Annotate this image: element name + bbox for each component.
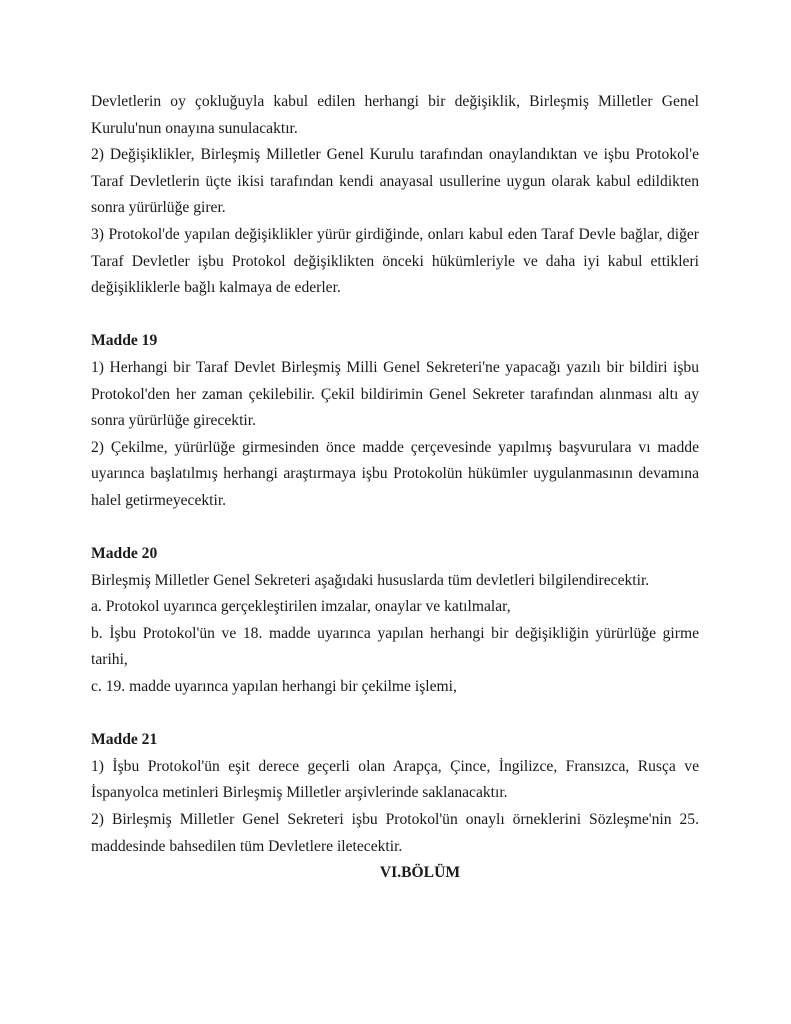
madde-21-heading: Madde 21 <box>91 731 158 749</box>
spacer <box>91 515 699 542</box>
madde-20-paragraph: Birleşmiş Milletler Genel Sekreteri aşağıdaki hususlarda tüm devletleri bilgilendirecektir. <box>91 571 650 589</box>
madde-21-paragraph-2: 2) Birleşmiş Milletler Genel Sekreteri işbu Protokol'ün onaylı örneklerini Sözleşme'nin 25. maddesinde bahsedilen tüm Devletlere iletecektir. <box>91 811 699 855</box>
spacer <box>91 701 699 728</box>
document-page <box>91 89 699 887</box>
intro-paragraph-2: 2) Değişiklikler, Birleşmiş Milletler Genel Kurulu tarafından onaylandıktan ve işbu Protokol'e Taraf Devletlerin üçte ikisi tarafından kendi anayasal usullerine uygun olarak kabul edildikten sonra yürürlüğe girer. <box>91 146 699 217</box>
section-heading: VI.BÖLÜM <box>379 864 461 882</box>
madde-20-item-a: a. Protokol uyarınca gerçekleştirilen imzalar, onaylar ve katılmalar, <box>91 598 511 616</box>
madde-20-item-b: b. İşbu Protokol'ün ve 18. madde uyarınca yapılan herhangi bir değişikliğin yürürlüğe girme tarihi, <box>91 624 699 669</box>
madde-20-heading: Madde 20 <box>91 545 158 563</box>
madde-20-item-c: c. 19. madde uyarınca yapılan herhangi bir çekilme işlemi, <box>91 678 457 696</box>
intro-paragraph-3: 3) Protokol'de yapılan değişiklikler yürür girdiğinde, onları kabul eden Taraf Devle bağlar, diğer Taraf Devletler işbu Protokol değişiklikten önceki hükümleriyle ve daha iyi kabul ettikleri değişikliklerle bağlı kalmaya de ederler. <box>91 225 699 297</box>
madde-19-heading: Madde 19 <box>91 332 158 350</box>
spacer <box>91 302 699 329</box>
intro-paragraph-1: Devletlerin oy çokluğuyla kabul edilen herhangi bir değişiklik, Birleşmiş Milletler Genel Kurulu'nun onayına sunulacaktır. <box>91 93 699 137</box>
madde-19-paragraph-2: 2) Çekilme, yürürlüğe girmesinden önce madde çerçevesinde yapılmış başvurulara vı madde uyarınca başlatılmış herhangi araştırmaya işbu Protokolün hükümler uygulanmasının devamına halel getirmeyecektir. <box>91 438 699 509</box>
madde-21-paragraph-1: 1) İşbu Protokol'ün eşit derece geçerli olan Arapça, Çince, İngilizce, Fransızca, Rusça ve İspanyolca metinleri Birleşmiş Milletler arşivlerinde saklanacaktır. <box>91 757 699 802</box>
madde-19-paragraph-1: 1) Herhangi bir Taraf Devlet Birleşmiş Milli Genel Sekreteri'ne yapacağı yazılı bir bildiri işbu Protokol'den her zaman çekilebilir. Çekil bildirimin Genel Sekreter tarafından alınması altı ay sonra yürürlüğe girecektir. <box>91 358 699 430</box>
